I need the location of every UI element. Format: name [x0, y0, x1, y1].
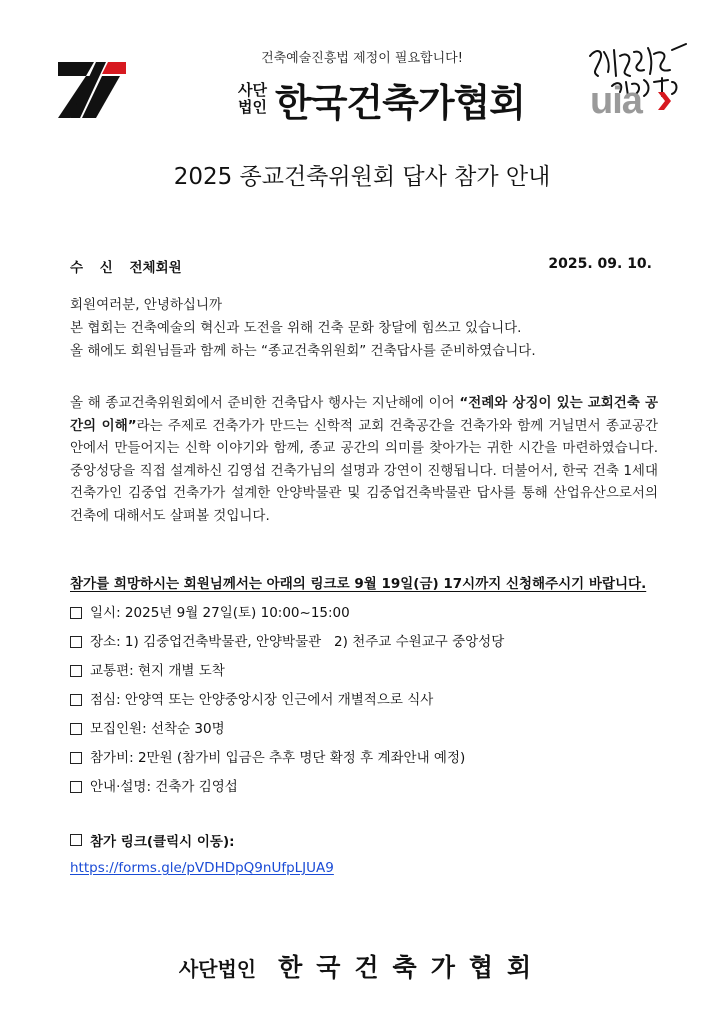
list-item — [70, 743, 670, 772]
list-item — [70, 627, 670, 656]
greeting-block — [70, 294, 658, 363]
item-text: 참가비: 2만원 (참가비 입금은 추후 명단 확정 후 계좌안내 예정) — [90, 749, 466, 766]
item-text: 일시: 2025년 9월 27일(토) 10:00~15:00 — [90, 604, 350, 621]
checkbox-bullet-icon — [70, 752, 82, 764]
uia-chevron-icon — [656, 90, 672, 112]
checkbox-bullet-icon — [70, 636, 82, 648]
list-item — [70, 714, 670, 743]
theme-text: “전례와 상징이 있는 교회건축 공간의 이해” — [70, 395, 658, 434]
footer-org-name: 한국건축가협회 — [278, 953, 546, 982]
footer-prefix: 사단법인 — [178, 957, 257, 981]
org-title — [238, 74, 525, 124]
list-item — [70, 685, 670, 714]
greeting-line: 올 해에도 회원님들과 함께 하는 “종교건축위원회” 건축답사를 준비하였습니다. — [70, 343, 536, 359]
kia-logo-icon — [56, 58, 128, 120]
greeting-line: 본 협회는 건축예술의 혁신과 도전을 위해 건축 문화 창달에 힘쓰고 있습니다. — [70, 320, 522, 336]
registration-link[interactable]: https://forms.gle/pVDHDpQ9nUfpLJUA9 — [70, 860, 334, 876]
letterhead — [0, 0, 724, 140]
description-text: 올 해 종교건축위원회에서 준비한 건축답사 행사는 지난해에 이어 — [70, 395, 460, 411]
list-item — [70, 656, 670, 685]
checkbox-bullet-icon — [70, 723, 82, 735]
checkbox-bullet-icon — [70, 834, 82, 846]
item-text: 점심: 안양역 또는 안양중앙시장 인근에서 개별적으로 식사 — [90, 691, 434, 708]
checkbox-bullet-icon — [70, 781, 82, 793]
list-item — [70, 598, 670, 627]
org-prefix-line1: 사단 — [238, 81, 267, 99]
checkbox-bullet-icon — [70, 665, 82, 677]
application-notice: 참가를 희망하시는 회원님께서는 아래의 링크로 9월 19일(금) 17시까지 신청해주시기 바랍니다. — [70, 576, 647, 592]
checkbox-bullet-icon — [70, 607, 82, 619]
org-prefix — [238, 82, 267, 116]
org-name: 한국건축가협회 — [274, 80, 525, 125]
description-text: 라는 주제로 건축가가 만드는 신학적 교회 건축공간을 건축가와 함께 거닐면서 종교공간 안에서 만들어지는 신학 이야기와 함께, 종교 공간의 의미를 찾아가는 귀한 시간을 마련하였습니다. 중앙성당을 직접 설계하신 김영섭 건축가님의 설명과 강연이 진행됩니다. 더불어서, 한국 건축 1세대 건축가인 김중업 건축가가 설계한 안양박물관 및 김중업건축박물관 답사를 통해 산업유산으로서의 건축에 대해서도 살펴볼 것입니다. — [70, 417, 658, 524]
list-item — [70, 772, 670, 801]
link-label-text: 참가 링크(클릭시 이동): — [90, 834, 235, 850]
recipient-line — [70, 256, 182, 276]
event-description — [70, 392, 658, 527]
uia-logo-text: uia — [590, 80, 642, 122]
item-text: 안내·설명: 건축가 김영섭 — [90, 778, 238, 795]
recipient-value: 전체회원 — [129, 260, 182, 276]
checkbox-bullet-icon — [70, 694, 82, 706]
greeting-line: 회원여러분, 안녕하십니까 — [70, 297, 223, 313]
document-date: 2025. 09. 10. — [548, 256, 652, 272]
recipient-label: 수 신 — [70, 260, 119, 276]
item-text: 교통편: 현지 개별 도착 — [90, 662, 225, 679]
org-prefix-line2: 법인 — [238, 98, 267, 116]
item-text: 장소: 1) 김중업건축박물관, 안양박물관 2) 천주교 수원교구 중앙성당 — [90, 633, 505, 650]
slogan: 건축예술진흥법 제정이 필요합니다! — [261, 51, 463, 66]
item-text: 모집인원: 선착순 30명 — [90, 720, 225, 737]
footer-signature — [0, 948, 724, 984]
link-label — [70, 830, 235, 850]
document-title: 2025 종교건축위원회 답사 참가 안내 — [173, 164, 551, 190]
event-details-list — [70, 598, 670, 801]
